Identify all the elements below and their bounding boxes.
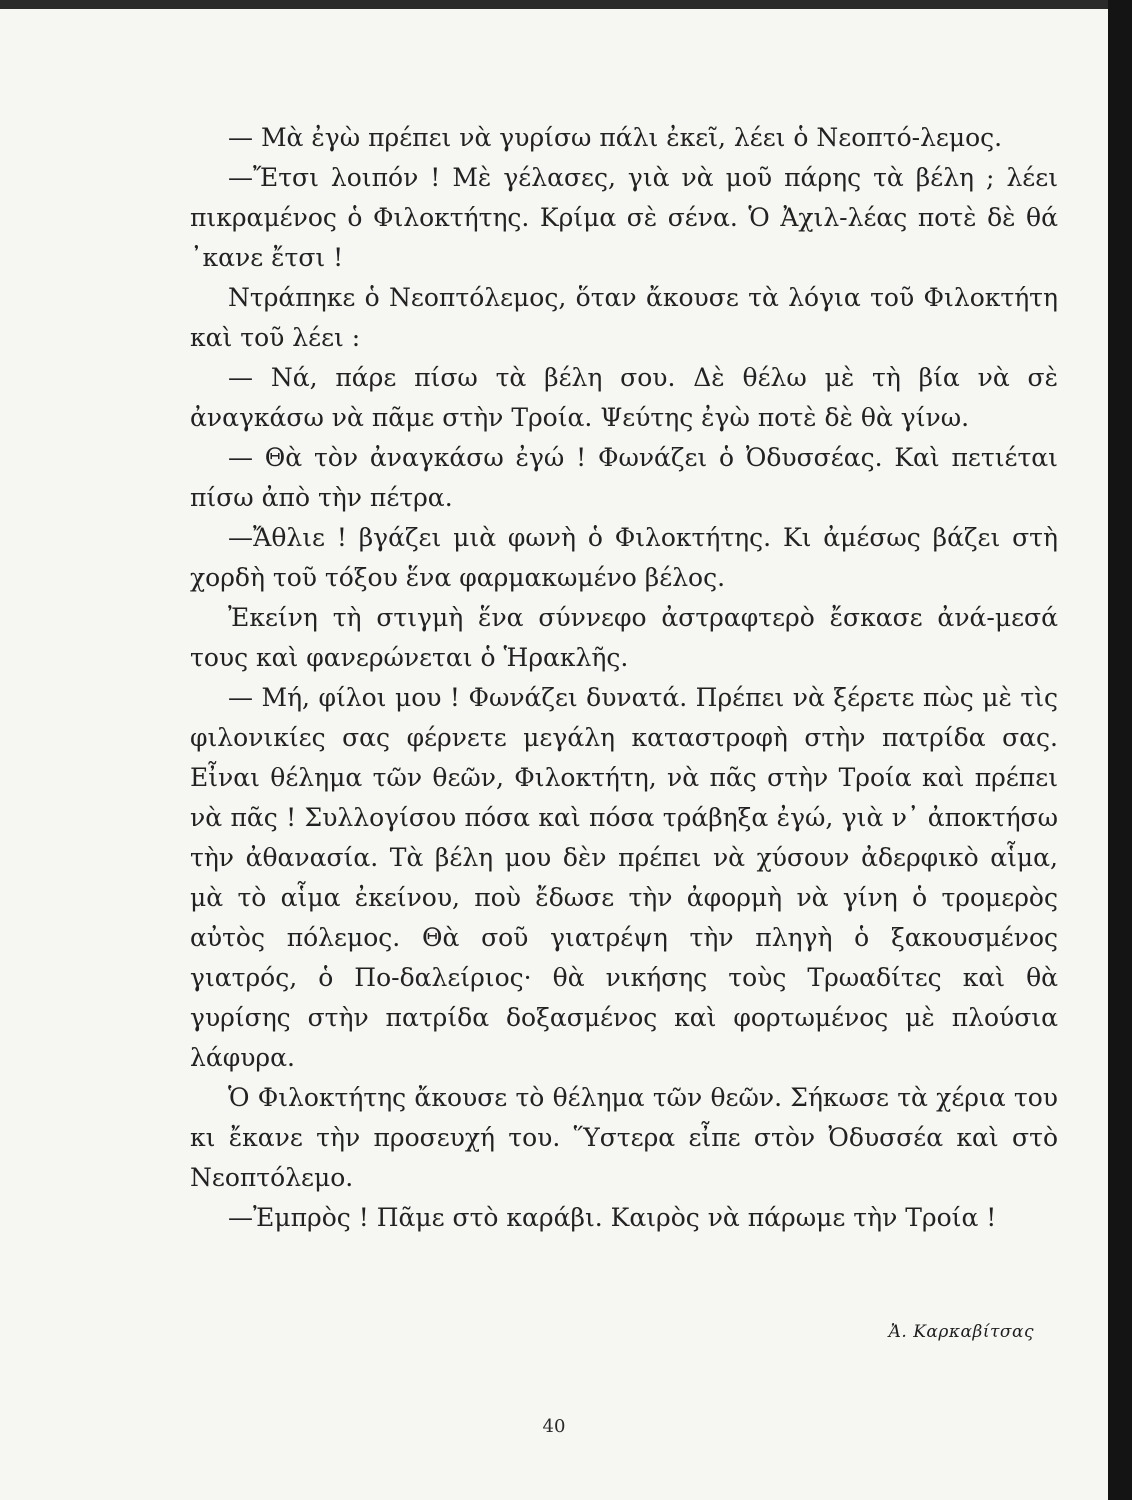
author-signature: Ἀ. Καρκαβίτσας [888,1322,1034,1342]
body-text [190,118,1058,1238]
paragraph: — Μή, φίλοι μου ! Φωνάζει δυνατά. Πρέπει νὰ ξέρετε πὼς μὲ τὶς φιλονικίες σας φέρνετε μεγάλη καταστροφὴ στὴν πατρίδα σας. Εἶναι θέλημα τῶν θεῶν, Φιλοκτήτη, νὰ πᾶς στὴν Τροία καὶ πρέπει νὰ πᾶς ! Συλλογίσου πόσα καὶ πόσα τράβηξα ἐγώ, γιὰ ν᾽ ἀποκτήσω τὴν ἀθανασία. Τὰ βέλη μου δὲν πρέπει νὰ χύσουν ἀδερφικὸ αἷμα, μὰ τὸ αἷμα ἐκείνου, ποὺ ἔδωσε τὴν ἀφορμὴ νὰ γίνη ὁ τρομερὸς αὐτὸς πόλεμος. Θὰ σοῦ γιατρέψη τὴν πληγὴ ὁ ξακουσμένος γιατρός, ὁ Πο-δαλείριος· θὰ νικήσης τοὺς Τρωαδίτες καὶ θὰ γυρίσης στὴν πατρίδα δοξασμένος καὶ φορτωμένος μὲ πλούσια λάφυρα. [190,683,1058,1072]
page-number: 40 [542,1416,566,1437]
paragraph: —Ἐμπρὸς ! Πᾶμε στὸ καράβι. Καιρὸς νὰ πάρωμε τὴν Τροία ! [228,1203,997,1232]
paragraph: — Μὰ ἐγὼ πρέπει νὰ γυρίσω πάλι ἐκεῖ, λέει ὁ Νεοπτό-λεμος. [228,123,1003,152]
scan-right-border [1108,0,1132,1500]
paragraph: — Νά, πάρε πίσω τὰ βέλη σου. Δὲ θέλω μὲ τὴ βία νὰ σὲ ἀναγκάσω νὰ πᾶμε στὴν Τροία. Ψεύτης ἐγὼ ποτὲ δὲ θὰ γίνω. [190,363,1058,432]
paragraph: —Ἄθλιε ! βγάζει μιὰ φωνὴ ὁ Φιλοκτήτης. Κι ἀμέσως βάζει στὴ χορδὴ τοῦ τόξου ἕνα φαρμακωμένο βέλος. [190,523,1058,592]
paragraph: —Ἔτσι λοιπόν ! Μὲ γέλασες, γιὰ νὰ μοῦ πάρης τὰ βέλη ; λέει πικραμένος ὁ Φιλοκτήτης. Κρίμα σὲ σένα. Ὁ Ἀχιλ-λέας ποτὲ δὲ θά ᾽κανε ἔτσι ! [190,163,1058,272]
paragraph: Ντράπηκε ὁ Νεοπτόλεμος, ὅταν ἄκουσε τὰ λόγια τοῦ Φιλοκτήτη καὶ τοῦ λέει : [190,283,1058,352]
paragraph: Ἐκείνη τὴ στιγμὴ ἕνα σύννεφο ἀστραφτερὸ ἔσκασε ἀνά-μεσά τους καὶ φανερώνεται ὁ Ἡρακλῆς. [190,603,1058,672]
paragraph: Ὁ Φιλοκτήτης ἄκουσε τὸ θέλημα τῶν θεῶν. Σήκωσε τὰ χέρια του κι ἔκανε τὴν προσευχή του. Ὕστερα εἶπε στὸν Ὀδυσσέα καὶ στὸ Νεοπτόλεμο. [190,1083,1058,1192]
paragraph: — Θὰ τὸν ἀναγκάσω ἐγώ ! Φωνάζει ὁ Ὀδυσσέας. Καὶ πετιέται πίσω ἀπὸ τὴν πέτρα. [190,443,1058,512]
page-top-shadow [0,0,1108,9]
